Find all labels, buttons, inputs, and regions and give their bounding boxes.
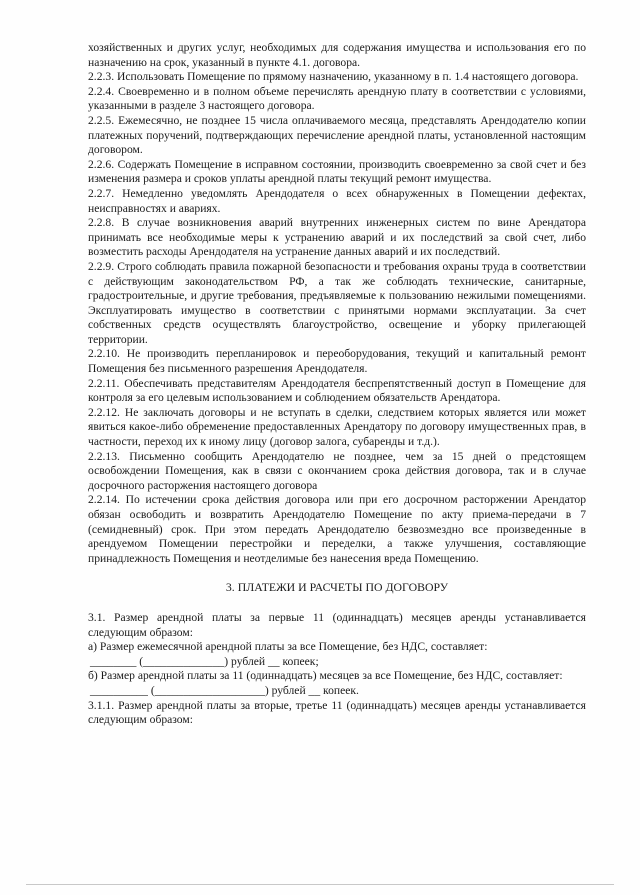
paragraph-2-2-7: 2.2.7. Немедленно уведомлять Арендодателя о всех обнаруженных в Помещении дефектах, неисправностях и авариях. (88, 186, 586, 215)
paragraph-2-2-9: 2.2.9. Строго соблюдать правила пожарной безопасности и требования охраны труда в соответствии с действующим законодательством РФ, а так же соблюдать технические, санитарные, градостроительные, и другие требования, предъявляемые к пользованию нежилыми помещениями. Эксплуатировать имущество в соответствии с принятыми нормами эксплуатации. За счет собственных средств осуществлять благоустройство, освещение и уборку прилегающей территории. (88, 259, 586, 346)
paragraph-2-2-5: 2.2.5. Ежемесячно, не позднее 15 числа оплачиваемого месяца, представлять Арендодателю копии платежных поручений, подтверждающих перечисление арендной платы, установленной настоящим договором. (88, 113, 586, 157)
paragraph-2-2-14: 2.2.14. По истечении срока действия договора или при его досрочном расторжении Арендатор обязан освободить и возвратить Арендодателю Помещение по акту приема-передачи в 7 (семидневный) срок. При этом передать Арендодателю безвозмездно все произведенные в арендуемом Помещении перестройки и переделки, а также улучшения, составляющие принадлежность Помещения и неотделимые без нанесения вреда Помещению. (88, 493, 586, 565)
blank-amount-11-months: __________ (___________________) рублей __ копеек. (90, 683, 359, 697)
paragraph-2-2-4: 2.2.4. Своевременно и в полном объеме перечислять арендную плату в соответствии с условиями, указанными в разделе 3 настоящего договора. (88, 84, 586, 113)
paragraph-2-2-2-continuation: хозяйственных и других услуг, необходимых для содержания имущества и использования его по назначению на срок, указанный в пункте 4.1. договора. (88, 41, 586, 69)
paragraph-3-1: 3.1. Размер арендной платы за первые 11 (одиннадцать) месяцев аренды устанавливается следующим образом: (88, 610, 586, 639)
paragraph-2-2-10: 2.2.10. Не производить перепланировок и переоборудования, текущий и капитальный ремонт Помещения без письменного разрешения Арендодателя. (88, 347, 586, 376)
section-heading: 3. ПЛАТЕЖИ И РАСЧЕТЫ ПО ДОГОВОРУ (225, 580, 449, 595)
paragraph-2-2-13: 2.2.13. Письменно сообщить Арендодателю не позднее, чем за 15 дней о предстоящем освобождении Помещения, как в связи с окончанием срока действия договора, так и в случае досрочного расторжения настоящего договора (88, 449, 586, 492)
paragraph-3-1-1: 3.1.1. Размер арендной платы за вторые, третье 11 (одиннадцать) месяцев аренды устанавливается следующим образом: (88, 698, 586, 727)
page-bottom-edge (26, 884, 614, 885)
paragraph-2-2-11: 2.2.11. Обеспечивать представителям Арендодателя беспрепятственный доступ в Помещение для контроля за его целевым использованием и соблюдением обязательств Арендатора. (88, 376, 586, 405)
document-body (88, 41, 586, 728)
paragraph-2-2-3: 2.2.3. Использовать Помещение по прямому назначению, указанному в п. 1.4 настоящего договора. (88, 70, 579, 84)
paragraph-3-1-a: а) Размер ежемесячной арендной платы за все Помещение, без НДС, составляет: (88, 640, 488, 654)
paragraph-3-1-b: б) Размер арендной платы за 11 (одиннадцать) месяцев за все Помещение, без НДС, составляет: (88, 669, 563, 683)
paragraph-2-2-8: 2.2.8. В случае возникновения аварий внутренних инженерных систем по вине Арендатора принимать все необходимые меры к устранению аварий и их последствий за свой счет, либо возместить расходы Арендодателя на устранение данных аварий и их последствий. (88, 216, 586, 259)
paragraph-2-2-6: 2.2.6. Содержать Помещение в исправном состоянии, производить своевременно за свой счет и без изменения размера и сроков уплаты арендной платы текущий ремонт имущества. (88, 157, 586, 186)
blank-amount-monthly: ________ (______________) рублей __ копеек; (90, 654, 319, 668)
paragraph-2-2-12: 2.2.12. Не заключать договоры и не вступать в сделки, следствием которых является или может явиться какое-либо обременение предоставленных Арендатору по договору имущественных прав, в частности, переход их к иному лицу (договор залога, субаренды и т.д.). (88, 405, 586, 449)
